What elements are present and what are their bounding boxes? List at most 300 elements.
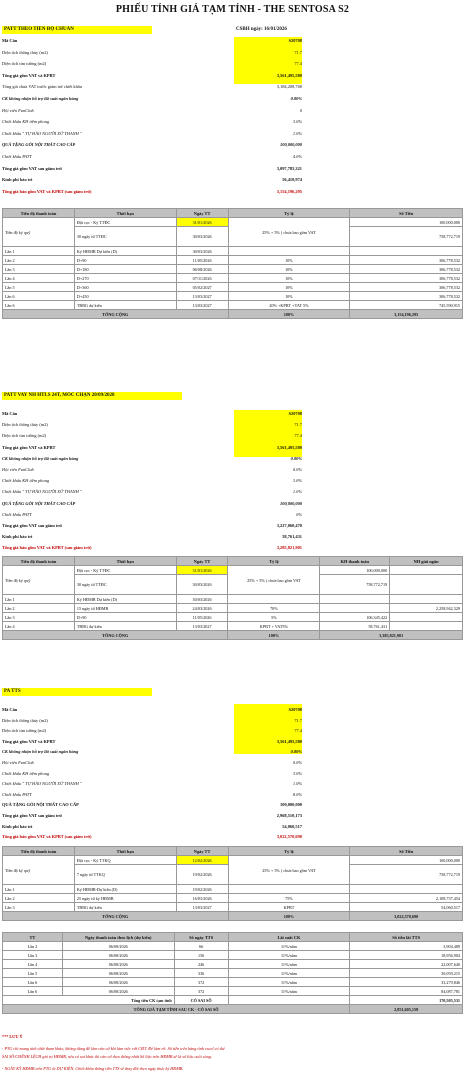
table-cell: 306,778,532 xyxy=(350,265,463,274)
table-cell xyxy=(390,622,463,631)
summary-row xyxy=(2,833,302,840)
table-cell: 10% xyxy=(228,265,350,274)
table-cell: 70% xyxy=(228,604,320,613)
summary-value: 0.80% xyxy=(290,96,302,101)
summary-label: Hội viên FunClub xyxy=(2,107,34,113)
summary-label: Kinh phí bảo trì xyxy=(2,534,33,540)
table-row xyxy=(3,987,463,996)
deposit-label: Tiền độ ký quỹ xyxy=(3,218,75,247)
summary-value: 1.0% xyxy=(292,489,302,495)
table-cell: 20% +KPBT +VAT 5% xyxy=(228,301,350,310)
summary-row xyxy=(2,83,302,90)
summary-label: Kinh phí bảo trì xyxy=(2,177,33,183)
interest-sum-note: CÓ SAI SỐ xyxy=(174,996,228,1005)
summary-label: Chiết khấu " TỰ HÀO NGƯỜI XỨ THANH " xyxy=(2,781,82,787)
deposit-amount: 100,000,000 xyxy=(320,566,390,575)
section-3-payment-table xyxy=(2,846,463,921)
summary-label: Tổng giá gồm VAT sau giảm trừ xyxy=(2,813,62,818)
summary-row xyxy=(2,727,302,734)
table-cell: 306,778,532 xyxy=(350,292,463,301)
table-cell: 13/03/2027 xyxy=(176,903,228,912)
interest-sum-label: Tổng tiền CK tạm tính xyxy=(3,996,175,1005)
column-header: Thời hạn xyxy=(74,209,176,218)
table-cell: Lần 2 xyxy=(3,256,75,265)
summary-value: 100,000,000 xyxy=(280,802,302,808)
final-label: TỔNG GIÁ TẠM TÍNH SAU CK - CÓ SAI SỐ xyxy=(3,1005,350,1014)
column-header: Số Tiền xyxy=(350,209,463,218)
notes-heading: *** LƯU Ý xyxy=(2,1034,23,1039)
summary-value: 71.7 xyxy=(294,49,302,55)
table-cell: 66 xyxy=(174,942,228,951)
table-cell: 06/08/2026 xyxy=(62,978,174,987)
table-cell: 13/03/2027 xyxy=(176,292,228,301)
table-row xyxy=(3,604,463,613)
summary-label: QUÀ TẶNG GÓI NỘI THẤT CAO CẤP xyxy=(2,500,76,506)
table-cell: 106,345,422 xyxy=(320,613,390,622)
table-cell: D+270 xyxy=(74,274,176,283)
table-cell: Lần 5 xyxy=(3,969,63,978)
total-amount: 3,022,570,690 xyxy=(350,912,463,921)
summary-row xyxy=(2,72,302,79)
summary-value: S20708 xyxy=(288,38,302,43)
table-cell: Lần 6 xyxy=(3,301,75,310)
final-value: 2,851,605,158 xyxy=(350,1005,463,1014)
summary-value: 3,154,196,295 xyxy=(276,188,302,194)
summary-value: 0.0% xyxy=(292,467,302,472)
table-cell: 06/08/2026 xyxy=(62,951,174,960)
table-cell: Lần 4 xyxy=(3,960,63,969)
summary-value: 100,000,000 xyxy=(280,500,302,506)
deposit-term: Đặt cọc - Ký TTĐC xyxy=(74,218,176,227)
section-2-label: PATT VAY NH HTLS 24T, MỐC CHẶN 20/09/2028 xyxy=(2,392,182,400)
summary-row xyxy=(2,801,302,808)
total-label: TỔNG CỘNG xyxy=(3,631,228,640)
column-header: Số ngày TTS xyxy=(174,933,228,942)
column-header: Ngày TT xyxy=(176,557,228,566)
summary-label: Diện tích tim tường (m2) xyxy=(2,728,47,734)
column-header: Tỷ lệ xyxy=(228,847,350,856)
table-cell: 05/02/2027 xyxy=(176,283,228,292)
summary-label: Diện tích thông thủy (m2) xyxy=(2,422,48,428)
summary-value: 3.0% xyxy=(292,119,302,125)
summary-value: 3,285,821,901 xyxy=(276,545,302,551)
summary-row xyxy=(2,823,302,830)
total-ratio: 100% xyxy=(228,631,320,640)
summary-value: 3,097,785,321 xyxy=(276,165,302,171)
total-amount: 3,154,196,295 xyxy=(350,310,463,319)
table-cell: Lần 3 xyxy=(3,903,75,912)
summary-label: Tổng giá gồm VAT sau giảm trừ xyxy=(2,165,62,171)
summary-label: Chiết khấu PATT xyxy=(2,791,32,797)
summary-row xyxy=(2,60,302,67)
table-row xyxy=(3,595,463,604)
summary-value: 77.4 xyxy=(294,61,302,67)
deposit-label: Tiền độ ký quỹ xyxy=(3,566,75,595)
note-line: - NGÀY KÝ HĐMB trên PTG là DỰ KIẾN. Chiết khấu thông tiền TTS sẽ thay đổi theo ngày thực ký HĐMB. xyxy=(2,1066,184,1071)
summary-row xyxy=(2,812,302,819)
summary-label: Mã Căn xyxy=(2,38,18,43)
summary-value: 0.80% xyxy=(290,749,302,755)
table-row xyxy=(3,247,463,256)
table-cell: 33,279,846 xyxy=(350,978,463,987)
summary-value: 0 xyxy=(299,107,302,113)
interest-table xyxy=(2,932,463,1014)
summary-value: 3.0% xyxy=(292,770,302,776)
summary-row xyxy=(2,49,302,56)
table-cell: 372 xyxy=(174,978,228,987)
deposit-term: 30 ngày từ TTĐC xyxy=(74,575,176,595)
summary-row xyxy=(2,130,302,137)
table-cell: Lần 2 xyxy=(3,942,63,951)
deposit-date: 12/02/2026 xyxy=(176,856,228,865)
table-cell: 2,108,737,454 xyxy=(350,894,463,903)
deposit-date: 31/01/2026 xyxy=(176,218,228,227)
summary-value: 3,227,060,470 xyxy=(276,523,302,528)
summary-row xyxy=(2,153,302,160)
column-header: Thời hạn xyxy=(74,847,176,856)
summary-value: S20708 xyxy=(288,411,302,416)
table-cell: 10% xyxy=(228,256,350,265)
summary-row xyxy=(2,95,302,102)
table-cell: Lần 6 xyxy=(3,292,75,301)
summary-value: S20708 xyxy=(288,707,302,712)
column-header: NH giải ngân xyxy=(390,557,463,566)
table-cell: 11/05/2026 xyxy=(176,256,228,265)
summary-row xyxy=(2,466,302,473)
summary-label: Hội viên FunClub xyxy=(2,760,34,765)
summary-value: 54,060,517 xyxy=(282,823,302,829)
table-cell xyxy=(350,885,463,894)
summary-row xyxy=(2,410,302,417)
summary-label: CK không nhận hỗ trợ lãi suất ngân hàng xyxy=(2,455,79,461)
table-row xyxy=(3,265,463,274)
deposit-term: 30 ngày từ TTĐC xyxy=(74,227,176,247)
table-cell: 30/03/2026 xyxy=(176,247,228,256)
summary-label: CK không nhận hỗ trợ lãi suất ngân hàng xyxy=(2,96,79,101)
table-cell: 13/03/2027 xyxy=(176,622,228,631)
table-cell: 306,778,532 xyxy=(350,274,463,283)
section-3-label: PA TTS xyxy=(2,688,152,696)
summary-row xyxy=(2,188,302,195)
table-row xyxy=(3,942,463,951)
deposit-term: 7 ngày từ TTKQ xyxy=(74,865,176,885)
table-cell xyxy=(390,595,463,604)
table-cell: Lần 2 xyxy=(3,894,75,903)
column-header: Ngày TT xyxy=(176,209,228,218)
table-cell: 10% xyxy=(228,292,350,301)
deposit-amount: 758,772,719 xyxy=(320,575,390,595)
summary-value: 0.80% xyxy=(290,455,302,461)
table-cell: 84,087,781 xyxy=(350,987,463,996)
note-line: SAI SỐ/CHÊNH LỆCH giá trị HĐMB, nếu có sai khác thì căn cứ theo thông nhất Số liệu trên HĐMB sẽ là số liệu cuối cùng. xyxy=(2,1054,212,1059)
table-cell: 11/05/2026 xyxy=(176,613,228,622)
table-cell: 75% xyxy=(228,894,350,903)
summary-row xyxy=(2,770,302,777)
table-cell: 11%/năm xyxy=(228,951,350,960)
column-header: Tiến độ thanh toán xyxy=(3,847,75,856)
table-row xyxy=(3,903,463,912)
summary-row xyxy=(2,759,302,766)
table-cell: 10% xyxy=(228,283,350,292)
table-cell xyxy=(320,595,390,604)
deposit-date: 30/03/2026 xyxy=(176,227,228,247)
summary-label: Diện tích thông thủy (m2) xyxy=(2,49,48,55)
deposit-term: Đặt cọc - Ký TTKQ xyxy=(74,856,176,865)
summary-row xyxy=(2,488,302,495)
summary-row xyxy=(2,780,302,787)
table-cell: KPBT xyxy=(228,903,350,912)
table-row xyxy=(3,613,463,622)
deposit-amount: 758,772,719 xyxy=(350,227,463,247)
summary-label: Tổng giá bán gồm VAT và KPBT (sau giảm trừ) xyxy=(2,188,92,194)
table-cell: KPBT + VAT5% xyxy=(228,622,320,631)
summary-value: 71.7 xyxy=(294,717,302,723)
table-cell: 25 ngày từ ký HĐMB xyxy=(74,894,176,903)
summary-value: 100,000,000 xyxy=(280,142,302,148)
table-cell xyxy=(320,604,390,613)
column-header: Số tiền lãi TTS xyxy=(350,933,463,942)
summary-value: 77.4 xyxy=(294,433,302,439)
summary-row xyxy=(2,118,302,125)
summary-value: 0% xyxy=(296,511,302,517)
table-cell: 3,904,489 xyxy=(350,942,463,951)
table-cell: Ký HĐMB Dự kiến (D) xyxy=(74,595,176,604)
table-cell: D+450 xyxy=(74,292,176,301)
deposit-ratio: 25% + 5% ( chưa bao gồm VAT xyxy=(228,218,350,247)
table-cell: 06/08/2026 xyxy=(62,969,174,978)
table-cell: 19/02/2026 xyxy=(176,885,228,894)
table-row xyxy=(3,274,463,283)
summary-value: 3,561,495,580 xyxy=(276,444,302,450)
table-cell: Ký HĐMB-Dự kiến (D) xyxy=(74,885,176,894)
summary-label: Hội viên FunClub xyxy=(2,467,34,472)
summary-label: QUÀ TẶNG GÓI NỘI THẤT CAO CẤP xyxy=(2,802,79,808)
table-cell xyxy=(228,595,320,604)
table-cell: Lần 1 xyxy=(3,247,75,256)
summary-row xyxy=(2,176,302,183)
table-cell: Lần 4 xyxy=(3,274,75,283)
table-cell: Lần 3 xyxy=(3,951,63,960)
table-row xyxy=(3,283,463,292)
column-header: Số Tiền xyxy=(350,847,463,856)
deposit-ratio: 25% + 5% ( chưa bao gồm VAT xyxy=(228,856,350,885)
table-cell: 11%/năm xyxy=(228,969,350,978)
table-row xyxy=(3,256,463,265)
table-cell: Lần 3 xyxy=(3,613,75,622)
table-cell: 54,060,517 xyxy=(350,903,463,912)
table-cell: D+180 xyxy=(74,265,176,274)
summary-row xyxy=(2,544,302,551)
table-cell xyxy=(390,613,463,622)
table-row xyxy=(3,969,463,978)
summary-row xyxy=(2,444,302,451)
table-cell: D+90 xyxy=(74,613,176,622)
summary-value: 71.7 xyxy=(294,422,302,428)
table-cell: 372 xyxy=(174,987,228,996)
table-row xyxy=(3,885,463,894)
table-cell: 11%/năm xyxy=(228,978,350,987)
table-cell: 06/08/2026 xyxy=(62,987,174,996)
csbh-date: CSBH ngày: 16/01/2026 xyxy=(236,27,287,32)
table-cell: 11%/năm xyxy=(228,942,350,951)
deposit-amount: 758,772,719 xyxy=(350,865,463,885)
summary-value: 77.4 xyxy=(294,728,302,734)
deposit-label: Tiền độ ký quỹ xyxy=(3,856,75,885)
section-1-label: PATT THEO TIẾN ĐỘ CHUẨN xyxy=(2,26,152,34)
summary-row xyxy=(2,511,302,518)
summary-label: Tổng giá gồm VAT sau giảm trừ xyxy=(2,523,62,528)
column-header: KH thanh toán xyxy=(320,557,390,566)
summary-row xyxy=(2,738,302,745)
table-cell: Lần 1 xyxy=(3,595,75,604)
total-ratio: 100% xyxy=(228,310,350,319)
summary-row xyxy=(2,706,302,713)
total-label: TỔNG CỘNG xyxy=(3,912,229,921)
summary-label: Tổng giá bán gồm VAT và KPBT (sau giảm trừ) xyxy=(2,545,92,551)
summary-label: Tổng giá gồm VAT và KPBT xyxy=(2,444,56,450)
summary-label: Diện tích tim tường (m2) xyxy=(2,61,47,67)
table-cell: D+360 xyxy=(74,283,176,292)
table-cell: Lần 5 xyxy=(3,283,75,292)
column-header: Tỷ lệ xyxy=(228,209,350,218)
total-amount: 3,385,821,901 xyxy=(320,631,463,640)
table-cell: 58,761,431 xyxy=(320,622,390,631)
total-label: TỔNG CỘNG xyxy=(3,310,229,319)
table-row xyxy=(3,951,463,960)
table-cell: 246 xyxy=(174,960,228,969)
summary-label: Tổng giá gồm VAT và KPBT xyxy=(2,72,56,78)
table-row xyxy=(3,292,463,301)
summary-label: Chiết khấu KH tiềm phong xyxy=(2,770,50,776)
summary-value: 1.0% xyxy=(292,781,302,787)
summary-value: 3,184,208,768 xyxy=(276,84,302,90)
summary-label: Chiết khấu " TỰ HÀO NGƯỜI XỨ THANH " xyxy=(2,130,82,136)
table-cell: 22,007,640 xyxy=(350,960,463,969)
summary-label: Tổng giá bán gồm VAT và KPBT (sau giảm trừ) xyxy=(2,834,92,840)
summary-label: Tổng giá gồm VAT và KPBT xyxy=(2,738,56,744)
interest-sum-value: 170,505,531 xyxy=(350,996,463,1005)
summary-row xyxy=(2,37,302,44)
summary-label: Diện tích thông thủy (m2) xyxy=(2,717,48,723)
summary-row xyxy=(2,432,302,439)
section-2-payment-table xyxy=(2,556,463,640)
table-cell: Lần 1 xyxy=(3,885,75,894)
summary-row xyxy=(2,500,302,507)
summary-label: Mã Căn xyxy=(2,411,18,416)
deposit-amount: 100,000,000 xyxy=(350,856,463,865)
summary-label: Diện tích tim tường (m2) xyxy=(2,433,47,439)
deposit-date: 31/01/2026 xyxy=(176,566,228,575)
table-cell: Lần 3 xyxy=(3,265,75,274)
summary-value: 3,022,570,690 xyxy=(276,834,302,840)
note-line: - PTG chỉ mang tính chất tham khảo, không dùng để làm căn cứ khi làm việc với CĐT. Để làm rõ: Số tiền trên bảng tính excel có thể xyxy=(2,1046,225,1051)
table-cell: 11%/năm xyxy=(228,987,350,996)
summary-label: Chiết khấu KH tiềm phong xyxy=(2,478,50,484)
table-cell xyxy=(350,247,463,256)
table-cell: 30,059,215 xyxy=(350,969,463,978)
column-header: Ngày TT xyxy=(176,847,228,856)
table-cell: TBBG dự kiến xyxy=(74,301,176,310)
summary-value: 8.0% xyxy=(292,791,302,797)
summary-row xyxy=(2,141,302,148)
table-cell: 30/03/2026 xyxy=(176,595,228,604)
table-cell: 06/08/2026 xyxy=(62,960,174,969)
column-header: Tiến độ thanh toán xyxy=(3,557,75,566)
summary-value: 0.0% xyxy=(292,760,302,765)
deposit-ratio: 25% + 5% ( chưa bao gồm VAT xyxy=(228,566,320,595)
table-cell: 10% xyxy=(228,274,350,283)
table-cell: 06/08/2026 xyxy=(176,265,228,274)
deposit-term: Đặt cọc - Ký TTĐC xyxy=(74,566,176,575)
summary-label: Tổng giá chưa VAT trước giảm trừ chiết khấu xyxy=(2,84,82,90)
summary-value: 56,410,974 xyxy=(282,177,302,183)
summary-row xyxy=(2,748,302,755)
table-cell: 336 xyxy=(174,969,228,978)
summary-row xyxy=(2,477,302,484)
summary-value: 3,561,495,580 xyxy=(276,738,302,744)
table-row xyxy=(3,622,463,631)
summary-row xyxy=(2,107,302,114)
summary-label: Kinh phí bảo trì xyxy=(2,823,33,829)
table-cell: TBBG dự kiến xyxy=(74,622,176,631)
deposit-amount: 100,000,000 xyxy=(350,218,463,227)
summary-label: QUÀ TẶNG GÓI NỘI THẤT CAO CẤP xyxy=(2,142,76,148)
table-row xyxy=(3,894,463,903)
table-row xyxy=(3,960,463,969)
summary-value: 1.0% xyxy=(292,130,302,136)
summary-row xyxy=(2,421,302,428)
summary-row xyxy=(2,165,302,172)
deposit-date: 19/02/2026 xyxy=(176,865,228,885)
summary-value: 4.0% xyxy=(292,154,302,159)
summary-label: Chiết khấu PATT xyxy=(2,154,32,159)
total-ratio: 100% xyxy=(228,912,350,921)
column-header: Lãi suất CK xyxy=(228,933,350,942)
summary-label: Chiết khấu PATT xyxy=(2,511,32,517)
column-header: Tỷ lệ xyxy=(228,557,320,566)
table-cell: D+90 xyxy=(74,256,176,265)
summary-row xyxy=(2,522,302,529)
table-cell: 15 ngày từ HĐMB xyxy=(74,604,176,613)
summary-label: CK không nhận hỗ trợ lãi suất ngân hàng xyxy=(2,749,79,755)
table-cell: 306,778,532 xyxy=(350,256,463,265)
summary-value: 3.0% xyxy=(292,478,302,484)
table-cell: 156 xyxy=(174,951,228,960)
summary-row xyxy=(2,455,302,462)
summary-value: 3,561,495,580 xyxy=(276,72,302,78)
summary-value: 2,968,510,173 xyxy=(276,813,302,818)
table-cell: 06/08/2026 xyxy=(62,942,174,951)
table-cell: 5% xyxy=(228,613,320,622)
column-header: Tiến độ thanh toán xyxy=(3,209,75,218)
table-cell: 24/03/2026 xyxy=(176,604,228,613)
table-cell: Lần 4 xyxy=(3,622,75,631)
table-cell: Lần 2 xyxy=(3,604,75,613)
summary-row xyxy=(2,791,302,798)
page-title: PHIẾU TÍNH GIÁ TẠM TÍNH - THE SENTOSA S2 xyxy=(115,4,350,15)
summary-label: Chiết khấu KH tiềm phong xyxy=(2,119,50,125)
summary-label: Mã Căn xyxy=(2,707,18,712)
table-cell: 07/11/2026 xyxy=(176,274,228,283)
table-cell xyxy=(228,885,350,894)
summary-value: 58,761,431 xyxy=(282,534,302,540)
summary-label: Chiết khấu " TỰ HÀO NGƯỜI XỨ THANH " xyxy=(2,489,82,495)
table-cell: Lần 6 xyxy=(3,978,63,987)
column-header: Thời hạn xyxy=(74,557,176,566)
table-row xyxy=(3,301,463,310)
table-cell xyxy=(228,247,350,256)
table-cell: TBBG dự kiến xyxy=(74,903,176,912)
